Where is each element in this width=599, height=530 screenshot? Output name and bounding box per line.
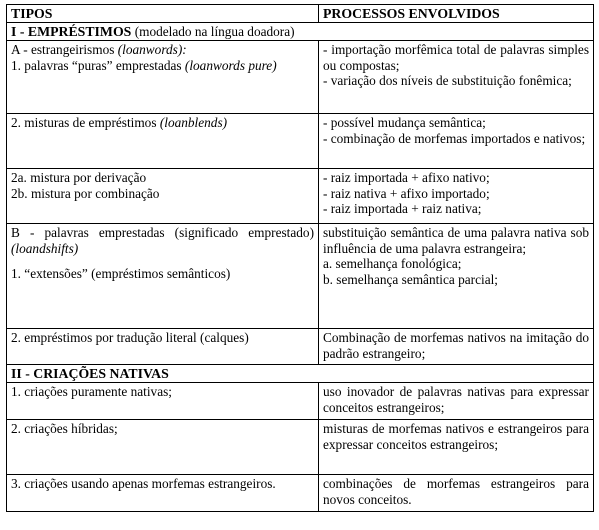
table-row xyxy=(7,41,594,114)
section-row-criacoes xyxy=(7,365,594,383)
loanword-types-table xyxy=(6,4,594,512)
tipo-term: (loanwords pure) xyxy=(184,57,277,73)
processo-cell xyxy=(319,224,594,329)
table-row xyxy=(7,329,594,365)
processo-line: - raiz importada + raiz nativa; xyxy=(323,201,482,217)
tipo-cell: 2. empréstimos por tradução literal (calques) xyxy=(7,329,319,365)
tipo-cell: 3. criações usando apenas morfemas estrangeiros. xyxy=(7,475,319,512)
section-row-emprestimos xyxy=(7,23,594,41)
tipo-cell: 2. criações híbridas; xyxy=(7,420,319,475)
section-heading-criacoes xyxy=(7,365,594,383)
table-row xyxy=(7,420,594,475)
tipo-cell: 1. criações puramente nativas; xyxy=(7,383,319,420)
tipo-cell xyxy=(7,224,319,329)
processo-line: - importação morfêmica total de palavras simples ou compostas; xyxy=(323,42,589,73)
table-row xyxy=(7,383,594,420)
processo-line: - possível mudança semântica; xyxy=(323,115,486,130)
tipo-cell xyxy=(7,41,319,114)
tipo-line xyxy=(11,225,314,256)
processo-cell: uso inovador de palavras nativas para expressar conceitos estrangeiros; xyxy=(319,383,594,420)
tipo-cell xyxy=(7,169,319,224)
header-tipos: TIPOS xyxy=(7,5,319,23)
processo-cell: combinações de morfemas estrangeiros para novos conceitos. xyxy=(319,475,594,512)
processo-cell xyxy=(319,114,594,169)
processo-line: - variação dos níveis de substituição fonêmica; xyxy=(323,73,572,89)
table-header-row xyxy=(7,5,594,23)
processo-cell xyxy=(319,169,594,224)
tipo-text: 2. misturas de empréstimos xyxy=(11,115,160,130)
table-row xyxy=(7,114,594,169)
processo-cell: Combinação de morfemas nativos na imitação do padrão estrangeiro; xyxy=(319,329,594,365)
section-title: I - EMPRÉSTIMOS xyxy=(11,24,132,39)
spacer xyxy=(11,256,314,266)
section-heading-emprestimos xyxy=(7,23,594,41)
processo-line: - combinação de morfemas importados e nativos; xyxy=(323,130,586,146)
tipo-line xyxy=(11,42,314,58)
processo-cell: misturas de morfemas nativos e estrangeiros para expressar conceitos estrangeiros; xyxy=(319,420,594,475)
table-row xyxy=(7,169,594,224)
tipo-line: 2b. mistura por combinação xyxy=(11,185,160,201)
tipo-term: (loanblends) xyxy=(159,115,228,130)
processo-line: b. semelhança semântica parcial; xyxy=(323,271,498,287)
table-row xyxy=(7,475,594,512)
tipo-term: (loanwords): xyxy=(117,42,187,57)
processo-line: a. semelhança fonológica; xyxy=(323,256,462,272)
table-row xyxy=(7,224,594,329)
tipo-text: A - estrangeirismos xyxy=(11,42,118,57)
processo-cell xyxy=(319,41,594,114)
section-title: II - CRIAÇÕES NATIVAS xyxy=(11,366,169,381)
tipo-line: 1. “extensões” (empréstimos semânticos) xyxy=(11,266,231,282)
tipo-text: B - palavras emprestadas (significado emprestado) xyxy=(11,225,314,240)
tipo-cell xyxy=(7,114,319,169)
tipo-text: 1. palavras “puras” emprestadas xyxy=(11,57,185,73)
section-subtitle: (modelado na língua doadora) xyxy=(134,24,295,39)
processo-line: - raiz importada + afixo nativo; xyxy=(323,170,490,185)
processo-line: - raiz nativa + afixo importado; xyxy=(323,185,490,201)
tipo-line: 2a. mistura por derivação xyxy=(11,170,147,185)
tipo-line xyxy=(11,58,314,74)
processo-line: substituição semântica de uma palavra nativa sob influência de uma palavra estrangeira; xyxy=(323,225,589,256)
header-processos: PROCESSOS ENVOLVIDOS xyxy=(319,5,594,23)
tipo-term: (loandshifts) xyxy=(11,240,79,256)
